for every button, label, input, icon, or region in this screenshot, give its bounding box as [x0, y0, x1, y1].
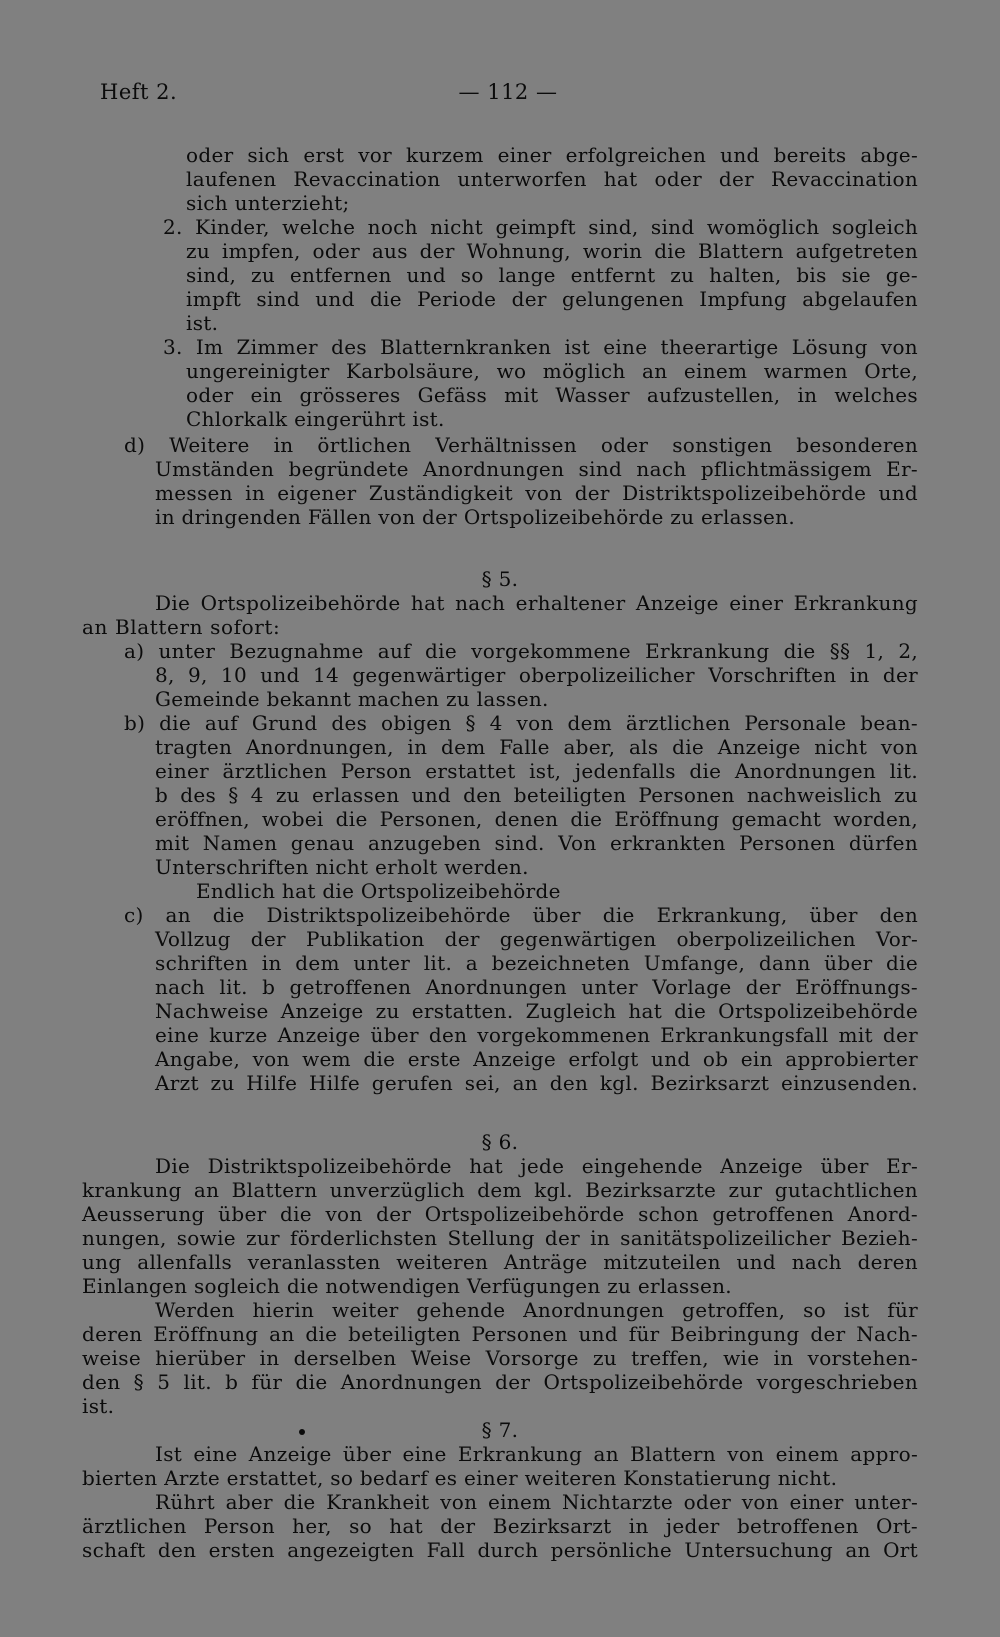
- text-line: 2. Kinder, welche noch nicht geimpft sind, sind womöglich sogleich: [163, 215, 918, 239]
- text-line: nach lit. b getroffenen Anordnungen unter Vorlage der Eröffnungs-: [155, 975, 918, 999]
- text-line: ärztlichen Person her, so hat der Bezirksarzt in jeder betroffenen Ort-: [82, 1514, 918, 1538]
- text-line: d) Weitere in örtlichen Verhältnissen oder sonstigen besonderen: [124, 433, 918, 457]
- text-line: Endlich hat die Ortspolizeibehörde: [196, 879, 561, 903]
- issue-label: Heft 2.: [100, 80, 178, 104]
- text-line: Gemeinde bekannt machen zu lassen.: [155, 687, 549, 711]
- text-line: messen in eigener Zuständigkeit von der Distriktspolizeibehörde und: [155, 481, 918, 505]
- section-heading: § 5.: [481, 567, 519, 591]
- text-line: krankung an Blattern unverzüglich dem kgl. Bezirksarzte zur gutachtlichen: [82, 1178, 918, 1202]
- text-line: Die Ortspolizeibehörde hat nach erhaltener Anzeige einer Erkrankung: [155, 591, 918, 615]
- text-line: a) unter Bezugnahme auf die vorgekommene Erkrankung die §§ 1, 2,: [124, 639, 918, 663]
- text-line: Einlangen sogleich die notwendigen Verfügungen zu erlassen.: [82, 1274, 732, 1298]
- text-line: impft sind und die Periode der gelungenen Impfung abgelaufen: [186, 287, 918, 311]
- text-line: sich unterzieht;: [186, 191, 350, 215]
- text-line: Aeusserung über die von der Ortspolizeibehörde schon getroffenen Anord-: [82, 1202, 918, 1226]
- page-header: [100, 80, 920, 110]
- text-line: Chlorkalk eingerührt ist.: [186, 407, 445, 431]
- text-line: mit Namen genau anzugeben sind. Von erkrankten Personen dürfen: [155, 831, 918, 855]
- text-line: Werden hierin weiter gehende Anordnungen getroffen, so ist für: [155, 1298, 918, 1322]
- text-line: 3. Im Zimmer des Blatternkranken ist eine theerartige Lösung von: [163, 335, 918, 359]
- text-line: Nachweise Anzeige zu erstatten. Zugleich hat die Ortspolizeibehörde: [155, 999, 918, 1023]
- text-line: schriften in dem unter lit. a bezeichneten Umfange, dann über die: [155, 951, 918, 975]
- text-line: ung allenfalls veranlassten weiteren Anträge mitzuteilen und nach deren: [82, 1250, 918, 1274]
- text-line: Die Distriktspolizeibehörde hat jede eingehende Anzeige über Er-: [155, 1154, 918, 1178]
- page-number: — 112 —: [458, 80, 558, 104]
- text-line: Arzt zu Hilfe Hilfe gerufen sei, an den kgl. Bezirksarzt einzusenden.: [155, 1071, 918, 1095]
- text-line: oder sich erst vor kurzem einer erfolgreichen und bereits abge-: [186, 143, 918, 167]
- text-line: Unterschriften nicht erholt werden.: [155, 855, 529, 879]
- text-line: Rührt aber die Krankheit von einem Nichtarzte oder von einer unter-: [155, 1490, 918, 1514]
- text-line: ungereinigter Karbolsäure, wo möglich an einem warmen Orte,: [186, 359, 918, 383]
- text-line: Umständen begründete Anordnungen sind nach pflichtmässigem Er-: [155, 457, 918, 481]
- text-line: laufenen Revaccination unterworfen hat oder der Revaccination: [186, 167, 918, 191]
- text-line: an Blattern sofort:: [82, 615, 281, 639]
- text-line: c) an die Distriktspolizeibehörde über die Erkrankung, über den: [124, 903, 918, 927]
- text-line: b des § 4 zu erlassen und den beteiligten Personen nachweislich zu: [155, 783, 918, 807]
- text-line: eine kurze Anzeige über den vorgekommenen Erkrankungsfall mit der: [155, 1023, 918, 1047]
- text-line: ist.: [186, 311, 219, 335]
- text-line: 8, 9, 10 und 14 gegenwärtiger oberpolizeilicher Vorschriften in der: [155, 663, 918, 687]
- text-line: ist.: [82, 1394, 115, 1418]
- text-line: schaft den ersten angezeigten Fall durch persönliche Untersuchung an Ort: [82, 1538, 918, 1562]
- text-line: Vollzug der Publikation der gegenwärtigen oberpolizeilichen Vor-: [155, 927, 918, 951]
- text-line: deren Eröffnung an die beteiligten Personen und für Beibringung der Nach-: [82, 1322, 918, 1346]
- text-line: sind, zu entfernen und so lange entfernt zu halten, bis sie ge-: [186, 263, 918, 287]
- text-line: b) die auf Grund des obigen § 4 von dem ärztlichen Personale bean-: [124, 711, 918, 735]
- text-line: eröffnen, wobei die Personen, denen die Eröffnung gemacht worden,: [155, 807, 918, 831]
- section-heading: § 6.: [481, 1130, 519, 1154]
- text-line: Angabe, von wem die erste Anzeige erfolgt und ob ein approbierter: [155, 1047, 918, 1071]
- text-line: nungen, sowie zur förderlichsten Stellung der in sanitätspolizeilicher Bezieh-: [82, 1226, 918, 1250]
- text-line: Ist eine Anzeige über eine Erkrankung an Blattern von einem appro-: [155, 1442, 918, 1466]
- text-line: bierten Arzte erstattet, so bedarf es einer weiteren Konstatierung nicht.: [82, 1466, 838, 1490]
- section-heading: § 7.: [481, 1418, 519, 1442]
- text-line: zu impfen, oder aus der Wohnung, worin die Blattern aufgetreten: [186, 239, 918, 263]
- ink-dot: [299, 1429, 305, 1435]
- text-line: in dringenden Fällen von der Ortspolizeibehörde zu erlassen.: [155, 505, 795, 529]
- text-line: tragten Anordnungen, in dem Falle aber, als die Anzeige nicht von: [155, 735, 918, 759]
- text-line: einer ärztlichen Person erstattet ist, jedenfalls die Anordnungen lit.: [155, 759, 918, 783]
- text-line: weise hierüber in derselben Weise Vorsorge zu treffen, wie in vorstehen-: [82, 1346, 918, 1370]
- text-line: den § 5 lit. b für die Anordnungen der Ortspolizeibehörde vorgeschrieben: [82, 1370, 918, 1394]
- text-line: oder ein grösseres Gefäss mit Wasser aufzustellen, in welches: [186, 383, 918, 407]
